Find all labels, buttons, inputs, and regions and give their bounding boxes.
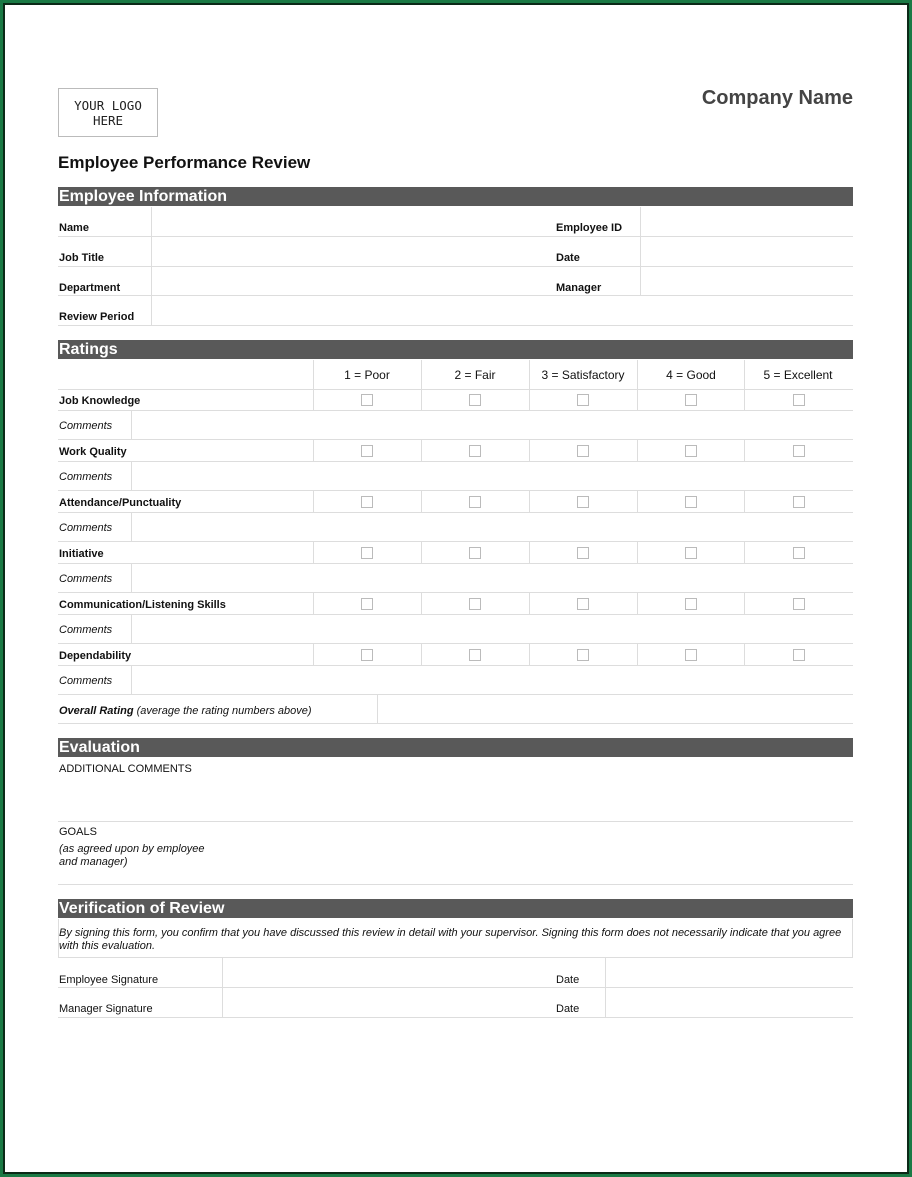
label-department: Department [59, 282, 121, 294]
rating-checkbox[interactable] [469, 649, 481, 661]
comments-label: Comments [59, 573, 113, 585]
label-date: Date [556, 252, 580, 264]
name-field[interactable] [152, 208, 554, 236]
goals-label: GOALS [59, 826, 97, 838]
rating-checkbox[interactable] [577, 598, 589, 610]
rating-checkbox[interactable] [577, 394, 589, 406]
label-job-title: Job Title [59, 252, 105, 264]
rating-checkbox[interactable] [793, 445, 805, 457]
company-name: Company Name [701, 87, 853, 109]
manager-date-field[interactable] [606, 988, 852, 1016]
rating-checkbox[interactable] [793, 394, 805, 406]
rating-checkbox[interactable] [685, 496, 697, 508]
scale-header: 3 = Satisfactory [541, 368, 625, 382]
rating-checkbox[interactable] [793, 496, 805, 508]
rating-checkbox[interactable] [469, 496, 481, 508]
comments-field[interactable] [132, 411, 852, 439]
rating-checkbox[interactable] [469, 598, 481, 610]
section-ratings: Ratings [58, 340, 853, 359]
rating-checkbox[interactable] [793, 547, 805, 559]
rating-checkbox[interactable] [685, 394, 697, 406]
criterion-label: Work Quality [59, 446, 127, 458]
overall-rating-label: Overall Rating (average the rating numbers above) [59, 705, 312, 717]
rating-checkbox[interactable] [685, 598, 697, 610]
rating-checkbox[interactable] [577, 496, 589, 508]
section-evaluation: Evaluation [58, 738, 853, 757]
comments-field[interactable] [132, 564, 852, 592]
label-manager: Manager [556, 282, 602, 294]
manager-field[interactable] [641, 267, 852, 295]
comments-label: Comments [59, 624, 113, 636]
rating-checkbox[interactable] [361, 547, 373, 559]
rating-checkbox[interactable] [685, 547, 697, 559]
manager-date-label: Date [556, 1003, 580, 1015]
page-title: Employee Performance Review [58, 153, 311, 172]
goals-field[interactable] [230, 823, 852, 883]
review-period-field[interactable] [152, 296, 852, 324]
comments-field[interactable] [132, 513, 852, 541]
comments-label: Comments [59, 471, 113, 483]
additional-comments-label: ADDITIONAL COMMENTS [59, 763, 192, 775]
additional-comments-field[interactable] [58, 778, 853, 820]
criterion-label: Communication/Listening Skills [59, 599, 226, 611]
criterion-label: Attendance/Punctuality [59, 497, 182, 509]
rating-checkbox[interactable] [361, 394, 373, 406]
rating-checkbox[interactable] [793, 598, 805, 610]
rating-checkbox[interactable] [361, 649, 373, 661]
manager-signature-label: Manager Signature [59, 1003, 153, 1015]
verification-text: By signing this form, you confirm that you have discussed this review in detail with your supervisor. Signing this form does not necessarily indicate that you agree with this evaluation. [59, 927, 842, 952]
employee-signature-field[interactable] [223, 959, 553, 987]
rating-checkbox[interactable] [469, 547, 481, 559]
label-employee-id: Employee ID [556, 222, 623, 234]
criterion-label: Initiative [59, 548, 104, 560]
comments-field[interactable] [132, 462, 852, 490]
rating-checkbox[interactable] [361, 445, 373, 457]
label-name: Name [59, 222, 89, 234]
scale-header: 1 = Poor [344, 368, 390, 382]
overall-rating-field[interactable] [378, 695, 852, 723]
comments-label: Comments [59, 675, 113, 687]
scale-header: 2 = Fair [454, 368, 496, 382]
comments-field[interactable] [132, 615, 852, 643]
comments-label: Comments [59, 420, 113, 432]
criterion-label: Dependability [59, 650, 132, 662]
section-employee-information: Employee Information [58, 187, 853, 206]
rating-checkbox[interactable] [577, 547, 589, 559]
section-verification: Verification of Review [58, 899, 853, 918]
department-field[interactable] [152, 267, 554, 295]
rating-checkbox[interactable] [685, 445, 697, 457]
label-review-period: Review Period [59, 311, 135, 323]
logo: YOUR LOGO HERE [58, 88, 158, 137]
comments-field[interactable] [132, 666, 852, 694]
scale-header: 4 = Good [666, 368, 716, 382]
manager-signature-field[interactable] [223, 988, 553, 1016]
criterion-label: Job Knowledge [59, 395, 141, 407]
comments-label: Comments [59, 522, 113, 534]
rating-checkbox[interactable] [577, 445, 589, 457]
employee-date-field[interactable] [606, 959, 852, 987]
rating-checkbox[interactable] [577, 649, 589, 661]
goals-note: (as agreed upon by employee and manager) [59, 843, 205, 868]
employee-signature-label: Employee Signature [59, 974, 159, 986]
job-title-field[interactable] [152, 237, 554, 265]
rating-checkbox[interactable] [469, 445, 481, 457]
rating-checkbox[interactable] [361, 496, 373, 508]
rating-checkbox[interactable] [361, 598, 373, 610]
date-field[interactable] [641, 237, 852, 265]
rating-checkbox[interactable] [793, 649, 805, 661]
scale-header: 5 = Excellent [763, 368, 833, 382]
employee-date-label: Date [556, 974, 580, 986]
rating-checkbox[interactable] [469, 394, 481, 406]
employee-id-field[interactable] [641, 208, 852, 236]
rating-checkbox[interactable] [685, 649, 697, 661]
